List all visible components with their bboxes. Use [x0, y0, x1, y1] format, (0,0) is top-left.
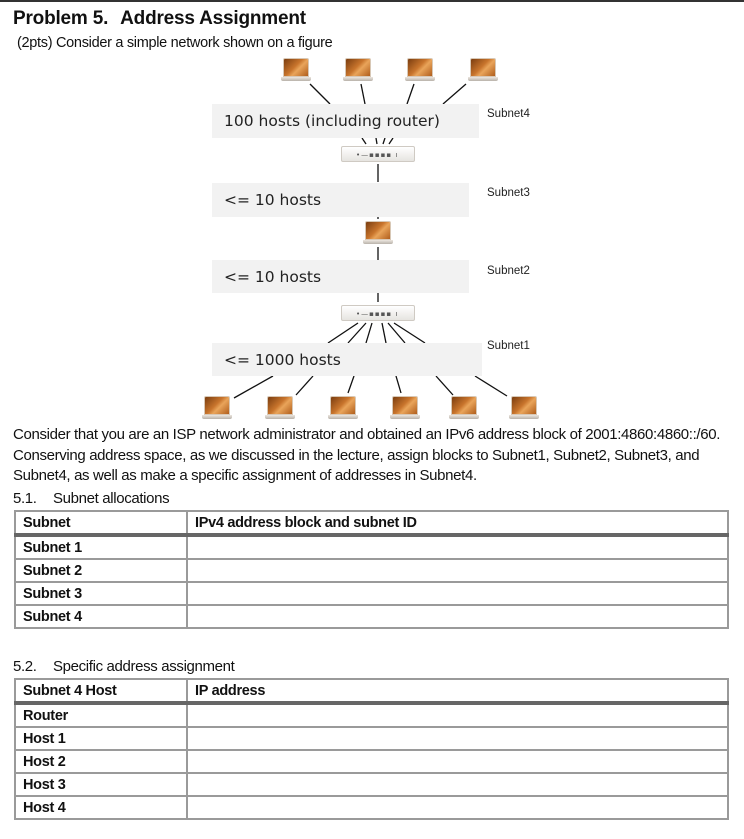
table-row: [15, 559, 728, 582]
laptop-icon: [265, 396, 295, 420]
laptop-icon: [390, 396, 420, 420]
router-icon: •—▪▪▪▪ ı: [341, 146, 415, 162]
subnet4-box: 100 hosts (including router): [212, 104, 479, 138]
row-label: Router: [15, 703, 187, 727]
problem-name: Address Assignment: [120, 8, 306, 29]
section-5-2-heading: 5.2. Specific address assignment: [13, 658, 235, 675]
subnet2-box: <= 10 hosts: [212, 260, 469, 293]
row-label: Host 4: [15, 796, 187, 819]
header-address-block: IPv4 address block and subnet ID: [187, 511, 728, 535]
table-row: [15, 703, 728, 727]
row-label: Host 2: [15, 750, 187, 773]
address-assignment-table: [14, 678, 729, 820]
row-label: Host 3: [15, 773, 187, 796]
subnet1-label: Subnet1: [487, 340, 530, 352]
header-host: Subnet 4 Host: [15, 679, 187, 703]
row-label: Subnet 4: [15, 605, 187, 628]
subnet1-box: <= 1000 hosts: [212, 343, 482, 376]
table-row: [15, 582, 728, 605]
table-row: [15, 750, 728, 773]
answer-cell[interactable]: [187, 750, 728, 773]
answer-cell[interactable]: [187, 773, 728, 796]
subnet-allocation-table: [14, 510, 729, 629]
row-label: Host 1: [15, 727, 187, 750]
header-ip-address: IP address: [187, 679, 728, 703]
laptop-icon: [405, 58, 435, 82]
table-row: [15, 796, 728, 819]
table-row: [15, 727, 728, 750]
table-row: [15, 773, 728, 796]
laptop-icon: [281, 58, 311, 82]
answer-cell[interactable]: [187, 535, 728, 559]
answer-cell[interactable]: [187, 582, 728, 605]
answer-cell[interactable]: [187, 703, 728, 727]
problem-subtitle: (2pts) Consider a simple network shown on a figure: [17, 35, 333, 51]
row-label: Subnet 1: [15, 535, 187, 559]
subnet3-box: <= 10 hosts: [212, 183, 469, 217]
laptop-icon: [509, 396, 539, 420]
table-row: [15, 605, 728, 628]
laptop-icon: [328, 396, 358, 420]
header-subnet: Subnet: [15, 511, 187, 535]
table-header-row: [15, 679, 728, 703]
laptop-icon: [343, 58, 373, 82]
row-label: Subnet 2: [15, 559, 187, 582]
answer-cell[interactable]: [187, 796, 728, 819]
table-header-row: [15, 511, 728, 535]
problem-description: Consider that you are an ISP network administrator and obtained an IPv6 address block of 2001:4860:4860::/60. Conserving address space, as we discussed in the lecture, assign blocks to Subnet1, Subnet2, Subnet3, and Subnet4, as well as make a specific assignment of addresses in Subnet4.: [13, 426, 721, 484]
answer-cell[interactable]: [187, 727, 728, 750]
answer-cell[interactable]: [187, 605, 728, 628]
answer-cell[interactable]: [187, 559, 728, 582]
laptop-icon: [202, 396, 232, 420]
laptop-icon: [449, 396, 479, 420]
row-label: Subnet 3: [15, 582, 187, 605]
problem-number: Problem 5.: [13, 8, 109, 29]
subnet2-label: Subnet2: [487, 265, 530, 277]
laptop-icon: [363, 221, 393, 245]
table-row: [15, 535, 728, 559]
subnet3-label: Subnet3: [487, 187, 530, 199]
router-icon: •—▪▪▪▪ ı: [341, 305, 415, 321]
subnet4-label: Subnet4: [487, 108, 530, 120]
laptop-icon: [468, 58, 498, 82]
section-5-1-heading: 5.1. Subnet allocations: [13, 490, 170, 507]
